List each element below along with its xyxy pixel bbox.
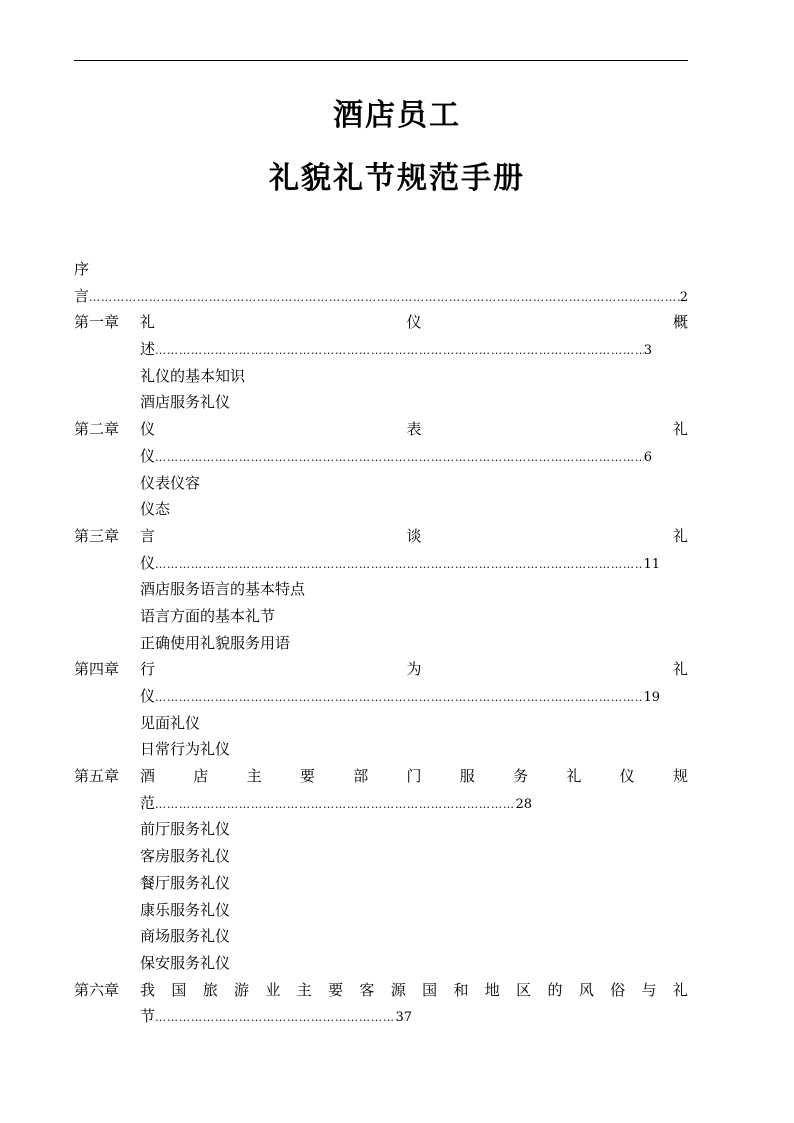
heading-tail: 范 <box>140 793 156 812</box>
document-subtitle: 礼貌礼节规范手册 <box>269 161 525 196</box>
section-title: 餐厅服务礼仪 <box>140 873 231 892</box>
heading-char: 仪 <box>140 420 156 439</box>
heading-char: 为 <box>406 660 422 679</box>
heading-char: 游 <box>234 980 250 999</box>
heading-tail: 仪 <box>140 446 156 465</box>
heading-char: 礼 <box>672 420 688 439</box>
section-title: 正确使用礼貌服务用语 <box>140 633 291 652</box>
chapter-number: 第三章 <box>74 526 120 545</box>
toc-chapter-3[interactable] <box>74 523 688 550</box>
dot-leader <box>155 445 644 472</box>
preface-char: 序 <box>74 260 90 278</box>
preface-tail: 言 <box>74 286 90 305</box>
heading-char: 部 <box>353 767 369 786</box>
heading-char: 客 <box>359 980 375 999</box>
chapter-number: 第一章 <box>74 313 120 332</box>
section-title: 仪表仪容 <box>140 473 201 492</box>
toc-section[interactable] <box>74 843 688 870</box>
toc-preface-leader[interactable] <box>74 283 688 310</box>
toc-chapter-5[interactable] <box>74 763 688 790</box>
toc-chapter-4-leader[interactable] <box>74 683 688 710</box>
heading-char: 店 <box>193 767 209 786</box>
section-title: 康乐服务礼仪 <box>140 900 231 919</box>
toc-section[interactable] <box>74 496 688 523</box>
dot-leader <box>155 685 643 712</box>
toc-section[interactable] <box>74 736 688 763</box>
heading-char: 国 <box>171 980 187 999</box>
toc-chapter-4[interactable] <box>74 656 688 683</box>
heading-char: 仪 <box>619 767 635 786</box>
toc-chapter-6[interactable] <box>74 977 688 1004</box>
heading-char: 表 <box>406 420 422 439</box>
section-title: 见面礼仪 <box>140 713 201 732</box>
section-title: 客房服务礼仪 <box>140 847 231 866</box>
dot-leader <box>155 1005 395 1032</box>
toc-section[interactable] <box>74 923 688 950</box>
heading-char: 我 <box>140 980 156 999</box>
section-title: 语言方面的基本礼节 <box>140 606 276 625</box>
heading-char: 业 <box>265 980 281 999</box>
heading-char: 礼 <box>672 660 688 679</box>
chapter-number: 第四章 <box>74 660 120 679</box>
heading-char: 礼 <box>672 526 688 545</box>
page-number: 28 <box>515 796 532 812</box>
toc-section[interactable] <box>74 710 688 737</box>
toc-section[interactable] <box>74 470 688 497</box>
heading-char: 门 <box>406 767 422 786</box>
heading-char: 服 <box>459 767 475 786</box>
section-title: 前厅服务礼仪 <box>140 820 231 839</box>
toc-section[interactable] <box>74 389 688 416</box>
heading-char: 俗 <box>610 980 626 999</box>
toc-chapter-2-leader[interactable] <box>74 443 688 470</box>
heading-char: 要 <box>299 767 315 786</box>
toc-section[interactable] <box>74 950 688 977</box>
heading-char: 酒 <box>140 767 156 786</box>
page-number: 2 <box>679 289 688 305</box>
heading-char: 礼 <box>140 313 156 332</box>
section-title: 保安服务礼仪 <box>140 953 231 972</box>
toc-section[interactable] <box>74 630 688 657</box>
section-title: 酒店服务礼仪 <box>140 393 231 412</box>
toc-chapter-2[interactable] <box>74 416 688 443</box>
page-number: 11 <box>643 556 660 572</box>
document-title: 酒店员工 <box>333 98 461 133</box>
heading-char: 与 <box>641 980 657 999</box>
page-number: 37 <box>395 1010 412 1026</box>
heading-char: 主 <box>296 980 312 999</box>
section-title: 酒店服务语言的基本特点 <box>140 580 306 599</box>
heading-tail: 仪 <box>140 687 156 705</box>
chapter-number: 第六章 <box>74 980 120 999</box>
page-number: 6 <box>643 449 652 465</box>
section-title: 礼仪的基本知识 <box>140 366 246 385</box>
toc-chapter-1-leader[interactable] <box>74 336 688 363</box>
heading-char: 礼 <box>672 980 688 999</box>
heading-char: 礼 <box>566 767 582 786</box>
chapter-number: 第二章 <box>74 420 120 439</box>
toc-section[interactable] <box>74 576 688 603</box>
heading-char: 仪 <box>406 313 422 332</box>
heading-char: 国 <box>422 980 438 999</box>
heading-char: 风 <box>578 980 594 999</box>
toc-section[interactable] <box>74 816 688 843</box>
table-of-contents <box>74 256 688 1030</box>
heading-char: 概 <box>672 313 688 332</box>
heading-tail: 述 <box>140 340 156 359</box>
heading-char: 行 <box>140 660 156 679</box>
toc-chapter-3-leader[interactable] <box>74 550 688 577</box>
heading-char: 旅 <box>202 980 218 999</box>
page-number: 19 <box>643 690 660 705</box>
toc-chapter-5-leader[interactable] <box>74 790 688 817</box>
toc-section[interactable] <box>74 897 688 924</box>
heading-char: 的 <box>547 980 563 999</box>
toc-section[interactable] <box>74 870 688 897</box>
dot-leader <box>155 792 515 819</box>
heading-char: 主 <box>246 767 262 786</box>
dot-leader <box>155 338 644 365</box>
heading-char: 规 <box>672 767 688 786</box>
heading-char: 谈 <box>406 526 422 545</box>
heading-char: 地 <box>484 980 500 999</box>
heading-char: 源 <box>390 980 406 999</box>
toc-preface <box>74 256 688 283</box>
section-title: 商场服务礼仪 <box>140 927 231 946</box>
dot-leader <box>89 285 680 312</box>
header-rule <box>74 60 688 61</box>
heading-char: 和 <box>453 980 469 999</box>
dot-leader <box>155 552 643 579</box>
toc-chapter-1[interactable] <box>74 309 688 336</box>
heading-char: 要 <box>328 980 344 999</box>
toc-chapter-6-leader[interactable] <box>74 1003 688 1030</box>
toc-section[interactable] <box>74 363 688 390</box>
chapter-number: 第五章 <box>74 767 120 786</box>
heading-char: 言 <box>140 526 156 545</box>
toc-section[interactable] <box>74 603 688 630</box>
section-title: 日常行为礼仪 <box>140 740 231 759</box>
heading-tail: 节 <box>140 1007 156 1026</box>
heading-tail: 仪 <box>140 553 156 572</box>
heading-char: 务 <box>513 767 529 786</box>
section-title: 仪态 <box>140 500 171 519</box>
page-number: 3 <box>643 343 652 359</box>
heading-char: 区 <box>516 980 532 999</box>
